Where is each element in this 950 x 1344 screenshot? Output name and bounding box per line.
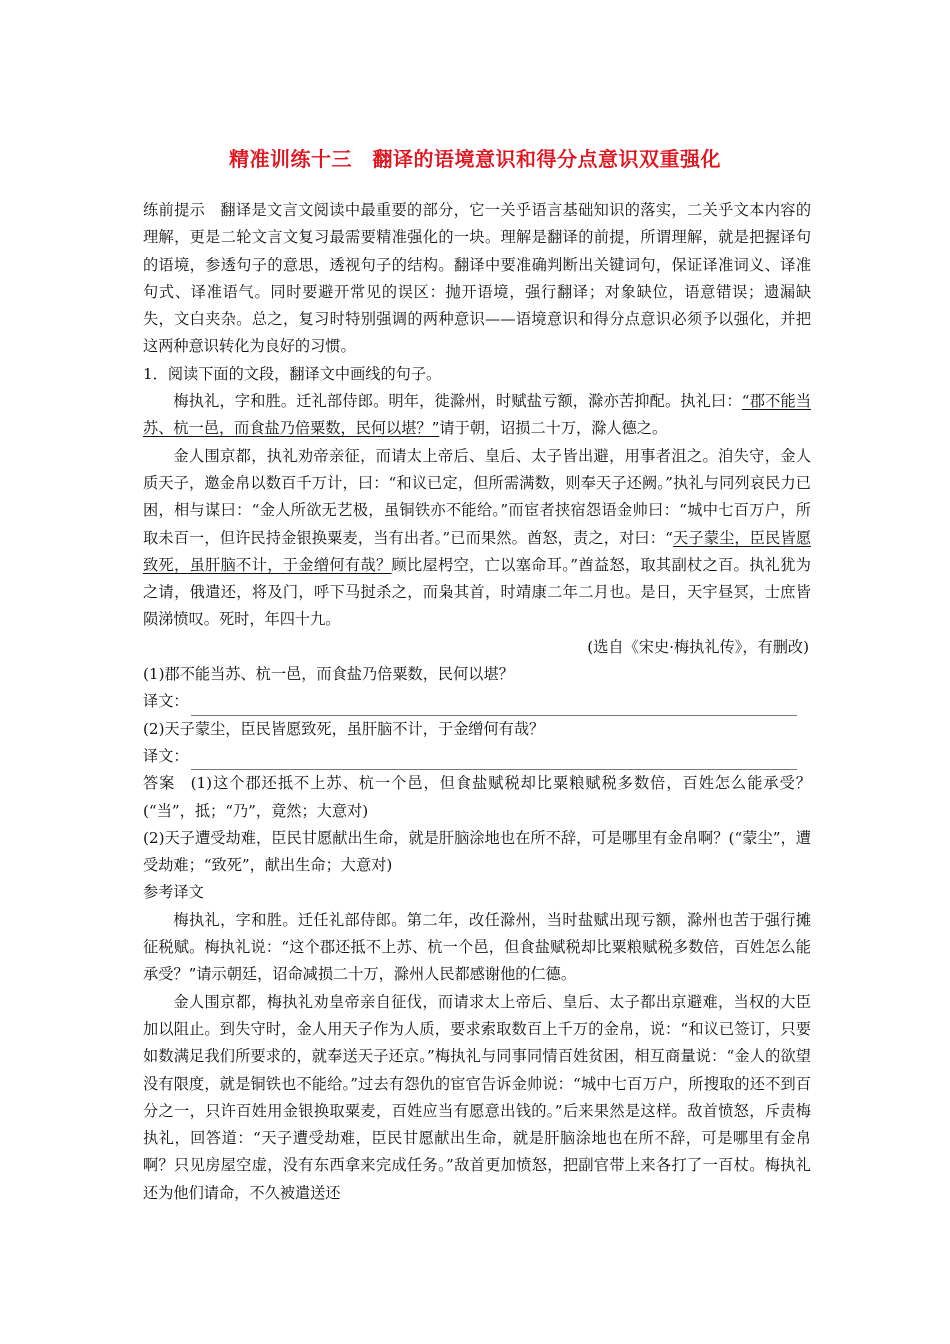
passage-text: 请于朝，诏损二十万，滁人德之。 [439,419,668,438]
answer-line-1 [143,688,811,715]
answer-text-1: (1)这个郡还抵不上苏、杭一个邑，但食盐赋税却比粟粮赋税多数倍，百姓怎么能承受？(“当”，抵；“乃”，竟然；大意对) [143,774,811,820]
underlined-sentence-2: 天子蒙尘，臣民皆愿致死，虽肝脑不计，于金缯何有哉？ [143,528,811,574]
answer-line-2 [143,743,811,770]
sub-question-1: (1)郡不能当苏、杭一邑，而食盐乃倍粟数，民何以堪？ [143,665,514,684]
answer-blank-1[interactable] [191,697,797,716]
tip-text: 翻译是文言文阅读中最重要的部分，它一关乎语言基础知识的落实，二关乎文本内容的理解，更是二轮文言文复习最需要精准强化的一块。理解是翻译的前提，所谓理解，就是把握译句的语境，参透句子的意思，透视句子的结构。翻译中要准确判断出关键词句，保证译准词义、译准句式、译准语气。同时要避开常见的误区：抛开语境，强行翻译；对象缺位，语意错误；遗漏缺失，文白夹杂。总之，复习时特别强调的两种意识——语境意识和得分点意识必须予以强化，并把这两种意识转化为良好的习惯。 [143,201,812,356]
answer-label: 译文： [143,746,189,765]
passage-text: 顾比屋枵空，亡以塞命耳。”酋益怒，取其副杖之百。执礼犹为之请，俄遣还，将及门，呼下马挝杀之，而枭其首，时靖康二年二月也。是日，天宇昼冥，士庶皆陨涕愤叹。死时，年四十九。 [143,555,811,629]
passage-text: 金人围京都，执礼劝帝亲征，而请太上帝后、皇后、太子皆出避，用事者沮之。洎失守，金人质天子，邀金帛以数百千万计，曰：“和议已定，但所需满数，则奉天子还阙。”执礼与同列哀民力已困，相与谋曰：“金人所欲无艺极，虽铜铁亦不能给。”而宦者挟宿怨语金帅曰：“城中七百万户，所取未百一，但许民持金银换粟麦，当有出者。”已而果然。酋怒，责之，对曰：“ [143,446,811,547]
reference-paragraph-1: 梅执礼，字和胜。迁任礼部侍郎。第二年，改任滁州，当时盐赋出现亏额，滁州也苦于强行摊征税赋。梅执礼说：“这个郡还抵不上苏、杭一个邑，但食盐赋税却比粟粮赋税多数倍，百姓怎么能承受？”请示朝廷，诏命减损二十万，滁州人民都感谢他的仁德。 [143,910,811,984]
answer-heading: 答案 [143,774,176,793]
reference-paragraph-2: 金人围京都，梅执礼劝皇帝亲自征伐，而请求太上帝后、皇后、太子都出京避难，当权的大臣加以阻止。到失守时，金人用天子作为人质，要求索取数百上千万的金帛，说：“和议已签订，只要如数满足我们所要求的，就奉送天子还京。”梅执礼与同事同情百姓贫困，相互商量说：“金人的欲望没有限度，就是铜铁也不能给。”过去有怨仇的宦官告诉金帅说：“城中七百万户，所搜取的还不到百分之一，只许百姓用金银换取粟麦，百姓应当有愿意出钱的。”后来果然是这样。敌首愤怒，斥责梅执礼，回答道：“天子遭受劫难，臣民甘愿献出生命，就是肝脑涂地也在所不辞，可是哪里有金帛啊？只见房屋空虚，没有东西拿来完成任务。”敌首更加愤怒，把副官带上来各打了一百杖。梅执礼还为他们请命，不久被遣送还 [143,992,811,1202]
tip-label: 练前提示 [143,201,206,219]
question-stem: 1．阅读下面的文段，翻译文中画线的句子。 [143,364,442,383]
page-title: 精准训练十三 翻译的语境意识和得分点意识双重强化 [229,147,721,171]
answer-1 [143,770,811,825]
passage-paragraph-1 [143,388,811,443]
reference-heading: 参考译文 [143,883,204,902]
passage-text: 梅执礼，字和胜。迁礼部侍郎。明年，徙滁州，时赋盐亏额，滁亦苦抑配。执礼曰： [173,392,742,411]
answer-2: (2)天子遭受劫难，臣民甘愿献出生命，就是肝脑涂地也在所不辞，可是哪里有金帛啊？(“蒙尘”，遭受劫难；“致死”，献出生命；大意对) [143,828,811,875]
passage-paragraph-2 [143,443,811,634]
answer-blank-2[interactable] [191,751,797,770]
document-body [143,197,811,1207]
pre-practice-tip [143,197,811,361]
underlined-sentence-1: “郡不能当苏、杭一邑，而食盐乃倍粟数，民何以堪？” [143,392,812,438]
source-citation: (选自《宋史·梅执礼传》，有删改) [587,637,809,656]
answer-label: 译文： [143,692,189,711]
sub-question-2: (2)天子蒙尘，臣民皆愿致死，虽肝脑不计，于金缯何有哉？ [143,719,545,738]
